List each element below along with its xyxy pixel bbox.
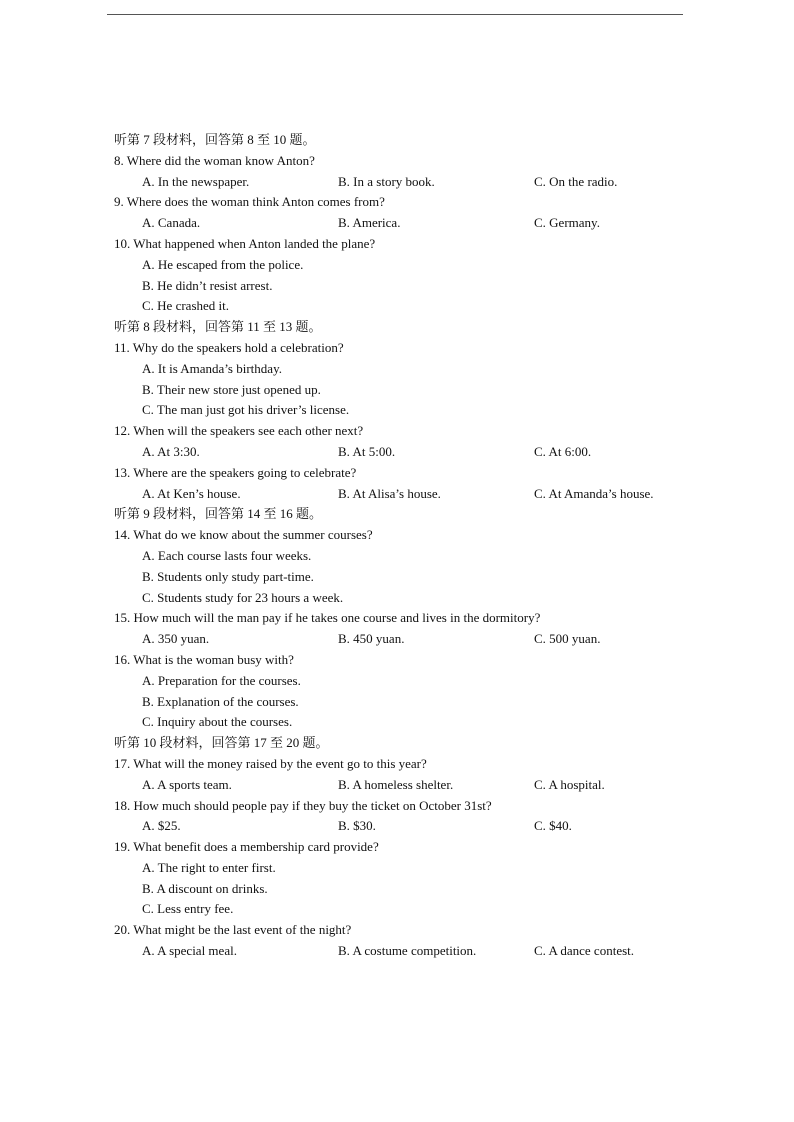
answer-option: A. 350 yuan. — [142, 631, 210, 647]
question-text: 15. How much will the man pay if he takes one course and lives in the dormitory? — [114, 610, 541, 626]
options-row — [114, 484, 734, 505]
options-row — [114, 442, 734, 463]
question-text: 18. How much should people pay if they buy the ticket on October 31st? — [114, 797, 492, 813]
answer-option: B. Students only study part-time. — [142, 568, 314, 584]
answer-option: B. He didn’t resist arrest. — [142, 277, 273, 293]
answer-option: C. On the radio. — [534, 173, 618, 189]
answer-option: C. Less entry fee. — [142, 901, 234, 917]
section-heading: 听第 9 段材料，回答第 14 至 16 题。 — [114, 506, 323, 522]
options-row — [114, 213, 734, 234]
answer-option: B. A homeless shelter. — [338, 776, 454, 792]
answer-option: A. In the newspaper. — [142, 173, 250, 189]
question-text: 17. What will the money raised by the event go to this year? — [114, 755, 427, 771]
answer-option: A. The right to enter first. — [142, 859, 276, 875]
answer-option: B. At 5:00. — [338, 443, 396, 459]
answer-option: A. At 3:30. — [142, 443, 200, 459]
question-text: 19. What benefit does a membership card provide? — [114, 839, 379, 855]
answer-option: C. Students study for 23 hours a week. — [142, 589, 344, 605]
answer-option: A. He escaped from the police. — [142, 256, 304, 272]
answer-option: A. $25. — [142, 818, 181, 834]
answer-option: B. A discount on drinks. — [142, 880, 268, 896]
answer-option: A. It is Amanda’s birthday. — [142, 360, 282, 376]
question-text: 10. What happened when Anton landed the plane? — [114, 235, 376, 251]
section-heading: 听第 8 段材料，回答第 11 至 13 题。 — [114, 319, 322, 335]
section-heading: 听第 7 段材料，回答第 8 至 10 题。 — [114, 132, 316, 147]
answer-option: B. $30. — [338, 818, 376, 834]
question-text: 20. What might be the last event of the night? — [114, 922, 352, 938]
question-text: 12. When will the speakers see each other next? — [114, 423, 364, 439]
answer-option: C. A dance contest. — [534, 943, 635, 959]
answer-option: A. Canada. — [142, 215, 201, 231]
answer-option: B. America. — [338, 215, 401, 231]
answer-option: A. Each course lasts four weeks. — [142, 547, 312, 563]
answer-option: C. 500 yuan. — [534, 631, 601, 647]
options-row — [114, 941, 734, 962]
answer-option: B. Their new store just opened up. — [142, 381, 321, 397]
question-text: 11. Why do the speakers hold a celebration? — [114, 339, 344, 355]
question-text: 13. Where are the speakers going to celebrate? — [114, 464, 357, 480]
options-row — [114, 629, 734, 650]
exam-content — [114, 130, 734, 962]
options-row — [114, 816, 734, 837]
answer-option: A. Preparation for the courses. — [142, 672, 301, 688]
answer-option: C. At 6:00. — [534, 443, 592, 459]
header-rule — [107, 14, 683, 15]
answer-option: C. A hospital. — [534, 776, 605, 792]
options-row — [114, 172, 734, 193]
question-text: 14. What do we know about the summer courses? — [114, 527, 373, 543]
answer-option: C. Inquiry about the courses. — [142, 714, 293, 730]
answer-option: C. $40. — [534, 818, 572, 834]
answer-option: C. The man just got his driver’s license. — [142, 402, 350, 418]
answer-option: B. In a story book. — [338, 173, 435, 189]
answer-option: C. At Amanda’s house. — [534, 485, 654, 501]
answer-option: A. At Ken’s house. — [142, 485, 241, 501]
answer-option: B. A costume competition. — [338, 943, 477, 959]
answer-option: B. 450 yuan. — [338, 631, 405, 647]
question-text: 8. Where did the woman know Anton? — [114, 152, 315, 168]
answer-option: C. He crashed it. — [142, 298, 230, 314]
section-heading: 听第 10 段材料，回答第 17 至 20 题。 — [114, 735, 329, 751]
answer-option: A. A special meal. — [142, 943, 237, 959]
question-text: 16. What is the woman busy with? — [114, 651, 294, 667]
question-text: 9. Where does the woman think Anton comes from? — [114, 194, 385, 210]
answer-option: C. Germany. — [534, 215, 600, 231]
answer-option: B. Explanation of the courses. — [142, 693, 299, 709]
answer-option: B. At Alisa’s house. — [338, 485, 441, 501]
answer-option: A. A sports team. — [142, 776, 232, 792]
options-row — [114, 775, 734, 796]
